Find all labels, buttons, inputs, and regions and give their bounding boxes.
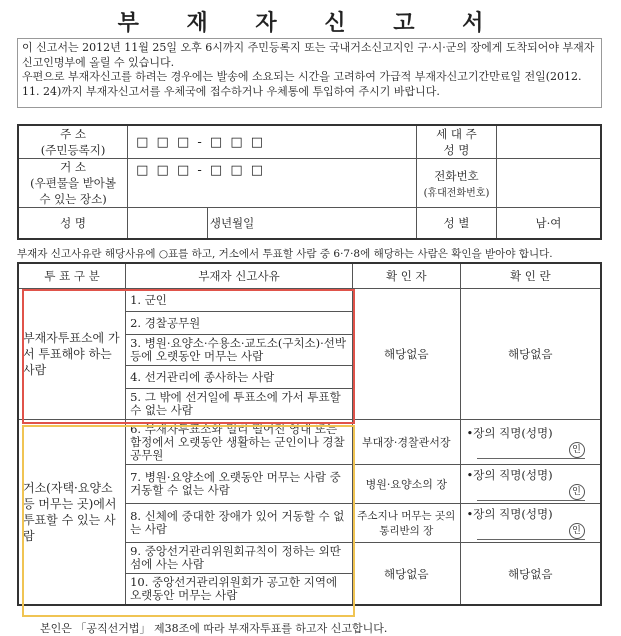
- header-confirm: 확 인 란: [460, 263, 601, 289]
- reason-5[interactable]: 5. 그 밖에 선거일에 투표소에 가서 투표할 수 없는 사람: [126, 389, 353, 420]
- birth-cell[interactable]: [207, 208, 416, 240]
- notice-paragraph-1: 이 신고서는 2012년 11월 25일 오후 6시까지 주민등록지 또는 국내거소신고지인 구·시·군의 장에게 도착되어야 부재자신고인명부에 올릴 수 있습니다.: [22, 41, 595, 69]
- seal-icon: 인: [569, 442, 585, 458]
- address-field[interactable]: □ □ □ - □ □ □: [128, 125, 417, 159]
- reason-10[interactable]: 10. 중앙선거관리위원회가 공고한 지역에 오랫동안 머무는 사람: [126, 574, 353, 606]
- group2-label: 거소(자택·요양소 등 머무는 곳)에서 투표할 수 있는 사람: [18, 420, 126, 606]
- reason-7[interactable]: 7. 병원·요양소에 오랫동안 머무는 사람 중 거동할 수 없는 사람: [126, 465, 353, 504]
- reason-4[interactable]: 4. 선거관리에 종사하는 사람: [126, 366, 353, 389]
- birth-label: 생년월일: [209, 216, 255, 230]
- header-reason: 부재자 신고사유: [126, 263, 353, 289]
- confirm-6[interactable]: •장의 직명(성명) 인: [460, 420, 601, 465]
- reason-1[interactable]: 1. 군인: [126, 289, 353, 312]
- group1-label: 부재자투표소에 가서 투표해야 하는 사람: [18, 289, 126, 420]
- household-label: 세 대 주 성 명: [417, 125, 497, 159]
- reason-9[interactable]: 9. 중앙선거관리위원회규칙이 정하는 외딴 섬에 사는 사람: [126, 543, 353, 574]
- confirmer-8: 주소지나 머무는 곳의 통리반의 장: [353, 504, 461, 543]
- confirm-7[interactable]: •장의 직명(성명) 인: [460, 465, 601, 504]
- applicant-table: [17, 124, 602, 240]
- residence-field[interactable]: □ □ □ - □ □ □: [128, 159, 417, 208]
- header-vote-type: 투 표 구 분: [18, 263, 126, 289]
- gender-label: 성 별: [417, 208, 497, 240]
- household-field[interactable]: [496, 125, 601, 159]
- footer-text: 본인은 「공직선거법」 제38조에 따라 부재자투표를 하고자 신고합니다.: [40, 622, 388, 635]
- phone-field[interactable]: [496, 159, 601, 208]
- reason-table: [17, 262, 602, 606]
- notice-box: [17, 38, 602, 108]
- page-title: 부 재 자 신 고 서: [117, 10, 504, 36]
- confirmer-6: 부대장·경찰관서장: [353, 420, 461, 465]
- confirm-9-10: 해당없음: [460, 543, 601, 606]
- reason-2[interactable]: 2. 경찰공무원: [126, 312, 353, 335]
- group1-confirm: 해당없음: [460, 289, 601, 420]
- confirmer-7: 병원·요양소의 장: [353, 465, 461, 504]
- gender-field[interactable]: 남·여: [496, 208, 601, 240]
- residence-label: 거 소 (우편물을 받아볼 수 있는 장소): [18, 159, 128, 208]
- instruction-text: 부재자 신고사유란 해당사유에 ○표를 하고, 거소에서 투표할 사람 중 6·7·8에 해당하는 사람은 확인을 받아야 합니다.: [17, 248, 553, 260]
- phone-label: 전화번호 (휴대전화번호): [417, 159, 497, 208]
- name-label: 성 명: [18, 208, 128, 240]
- reason-3[interactable]: 3. 병원·요양소·수용소·교도소(구치소)·선박 등에 오랫동안 머무는 사람: [126, 335, 353, 366]
- group1-confirmer: 해당없음: [353, 289, 461, 420]
- seal-icon: 인: [569, 523, 585, 539]
- confirmer-9-10: 해당없음: [353, 543, 461, 606]
- notice-paragraph-2: 우편으로 부재자신고를 하려는 경우에는 발송에 소요되는 시간을 고려하여 가급적 부재자신고기간만료일 전일(2012. 11. 24)까지 부재자신고서를 우체국에 접수하거나 우체통에 투입하여 주시기 바랍니다.: [22, 70, 582, 98]
- reason-6[interactable]: 6. 부재자투표소와 멀리 떨어진 영내 또는 함정에서 오랫동안 생활하는 군인이나 경찰공무원: [126, 420, 353, 465]
- address-label: 주 소 (주민등록지): [18, 125, 128, 159]
- confirm-8[interactable]: •장의 직명(성명) 인: [460, 504, 601, 543]
- name-field[interactable]: [128, 208, 208, 240]
- seal-icon: 인: [569, 484, 585, 500]
- header-confirmer: 확 인 자: [353, 263, 461, 289]
- reason-8[interactable]: 8. 신체에 중대한 장애가 있어 거동할 수 없는 사람: [126, 504, 353, 543]
